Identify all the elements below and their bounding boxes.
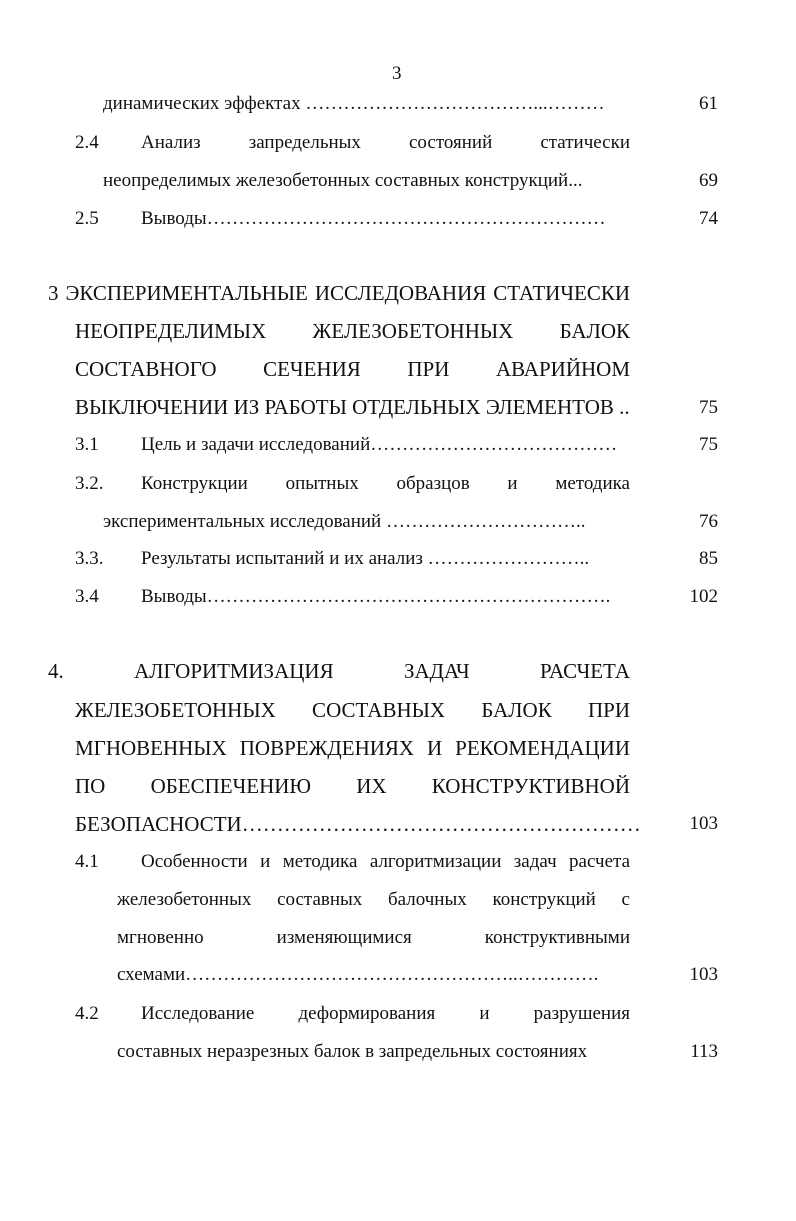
entry-number: 4.2 [75,1003,99,1024]
entry-number: 3.2. [75,473,104,494]
entry-number: 3.3. [75,548,104,569]
entry-text: Выводы………………………………………………………. [141,586,611,607]
entry-page: 113 [690,1041,718,1062]
entry-text: Выводы……………………………………………………… [141,208,606,229]
entry-text: Цель и задачи исследований………………………………… [141,434,618,455]
entry-page: 74 [699,208,718,229]
chapter-title-line: ЖЕЛЕЗОБЕТОННЫХ СОСТАВНЫХ БАЛОК ПРИ [75,698,630,722]
entry-page: 61 [699,93,718,114]
chapter-title-line: ВЫКЛЮЧЕНИИ ИЗ РАБОТЫ ОТДЕЛЬНЫХ ЭЛЕМЕНТОВ .. [75,395,630,419]
entry-page: 76 [699,511,718,532]
entry-text-line: схемами……………………………………………..…………. [117,964,599,985]
chapter-title-line: 4. АЛГОРИТМИЗАЦИЯ ЗАДАЧ РАСЧЕТА [48,659,630,683]
entry-text-line: экспериментальных исследований ………………………….. [103,511,586,532]
entry-number: 3.1 [75,434,99,455]
page-number: 3 [392,63,402,84]
entry-text-line: Конструкции опытных образцов и методика [141,473,630,494]
entry-text-line: Особенности и методика алгоритмизации задач расчета [141,851,630,872]
entry-page: 103 [689,813,718,834]
chapter-title-line: БЕЗОПАСНОСТИ………………………………………………… [75,812,641,836]
entry-text: Результаты испытаний и их анализ …………………….. [141,548,590,569]
entry-page: 69 [699,170,718,191]
entry-text-line: составных неразрезных балок в запредельных состояниях [117,1041,588,1062]
entry-page: 85 [699,548,718,569]
chapter-title-line: МГНОВЕННЫХ ПОВРЕЖДЕНИЯХ И РЕКОМЕНДАЦИИ [75,736,630,760]
chapter-title-line: НЕОПРЕДЕЛИМЫХ ЖЕЛЕЗОБЕТОННЫХ БАЛОК [75,319,630,343]
chapter-title-line: 3 ЭКСПЕРИМЕНТАЛЬНЫЕ ИССЛЕДОВАНИЯ СТАТИЧЕСКИ [48,281,630,305]
chapter-title-line: ПО ОБЕСПЕЧЕНИЮ ИХ КОНСТРУКТИВНОЙ [75,774,630,798]
entry-page: 103 [689,964,718,985]
entry-text-line: неопределимых железобетонных составных конструкций... [103,170,583,191]
entry-number: 2.5 [75,208,99,229]
entry-text-line: мгновенно изменяющимися конструктивными [117,927,630,948]
entry-page: 75 [699,434,718,455]
entry-text-line: Анализ запредельных состояний статически [141,132,630,153]
entry-number: 3.4 [75,586,99,607]
entry-number: 4.1 [75,851,99,872]
entry-text-line: железобетонных составных балочных конструкций с [117,889,630,910]
entry-text-line: Исследование деформирования и разрушения [141,1003,630,1024]
entry-text: динамических эффектах ………………………………...……… [103,93,605,114]
entry-page: 102 [689,586,718,607]
entry-page: 75 [699,397,718,418]
entry-number: 2.4 [75,132,99,153]
chapter-title-line: СОСТАВНОГО СЕЧЕНИЯ ПРИ АВАРИЙНОМ [75,357,630,381]
